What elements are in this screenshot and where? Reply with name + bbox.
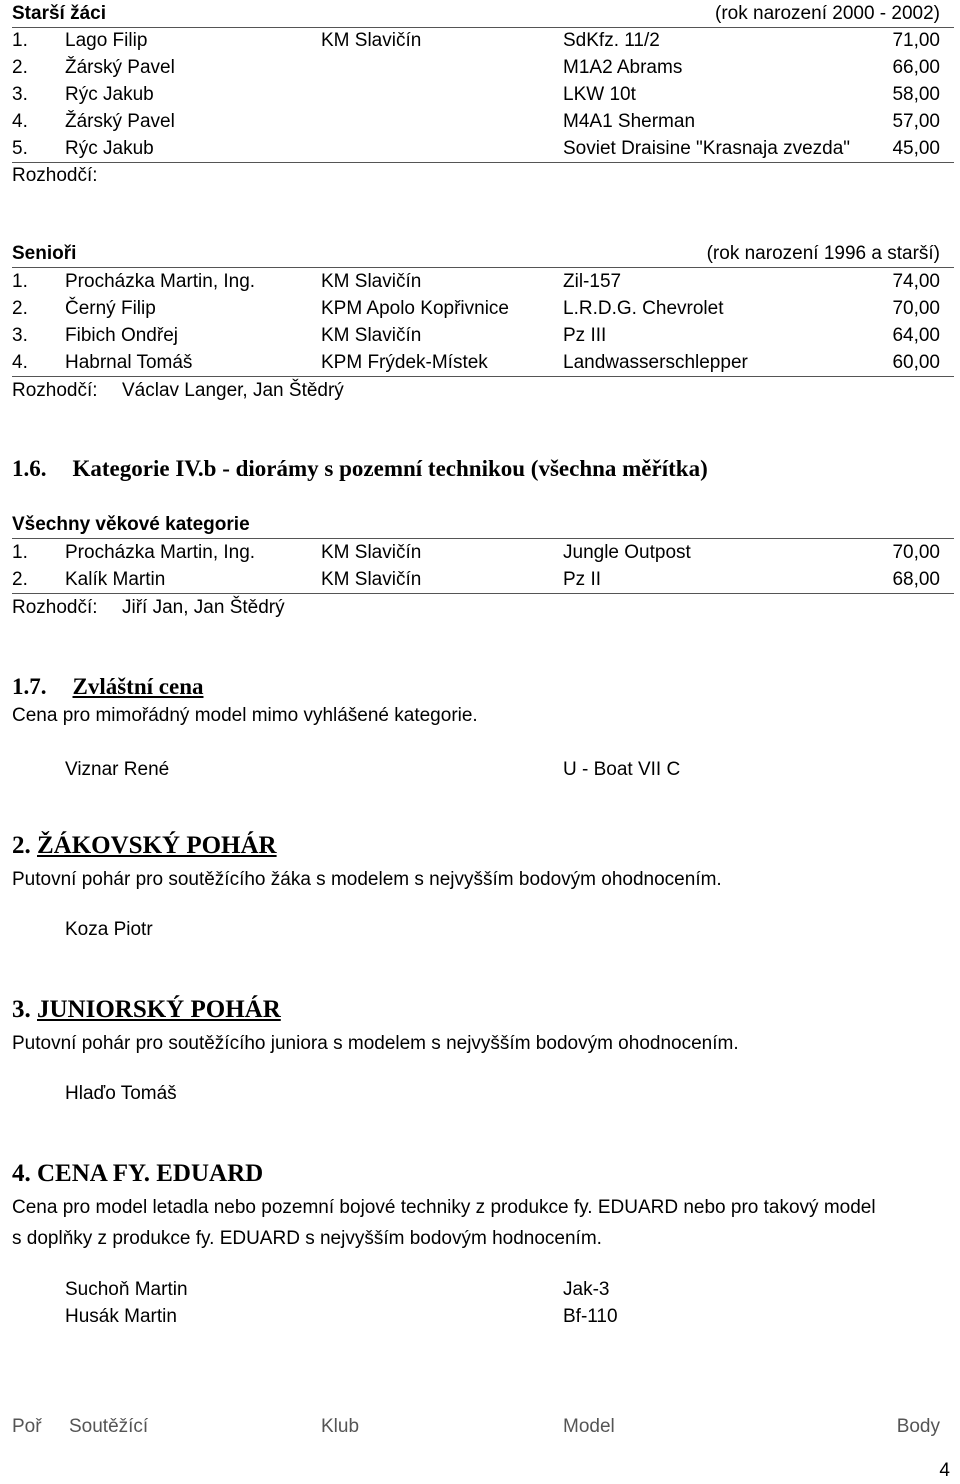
section-title: Kategorie IV.b - diorámy s pozemní technikou (všechna měřítka) <box>72 456 708 481</box>
winner-name: Viznar René <box>65 759 170 780</box>
judges-label: Rozhodčí: <box>12 380 98 401</box>
winner-row <box>12 916 954 943</box>
rank: 2. <box>12 298 28 319</box>
judges-label: Rozhodčí: <box>12 165 98 186</box>
age-note: (rok narození 2000 - 2002) <box>715 3 940 24</box>
table-row <box>12 268 954 295</box>
judges-names: Václav Langer, Jan Štědrý <box>122 380 344 401</box>
section-3-heading <box>12 994 281 1026</box>
model-name: Jungle Outpost <box>563 542 691 563</box>
category-subtitle: Všechny věkové kategorie <box>12 514 250 535</box>
column-header-points: Body <box>896 1416 940 1437</box>
page-number: 4 <box>939 1460 950 1481</box>
points: 45,00 <box>892 138 940 159</box>
table-row <box>12 539 954 566</box>
club-name: KM Slavičín <box>321 30 422 51</box>
section-number: 2. <box>12 832 31 859</box>
section-1-6-heading <box>12 454 708 484</box>
competitor-name: Procházka Martin, Ing. <box>65 542 256 563</box>
model-name: Landwasserschlepper <box>563 352 748 373</box>
section-number: 4. <box>12 1160 31 1187</box>
rank: 1. <box>12 542 28 563</box>
club-name: KPM Apolo Kopřivnice <box>321 298 509 319</box>
table-row <box>12 135 954 163</box>
rank: 3. <box>12 84 28 105</box>
section-2-heading <box>12 830 277 862</box>
section-number: 1.6. <box>12 456 47 481</box>
model-name: Soviet Draisine "Krasnaja zvezda" <box>563 138 851 159</box>
winner-row <box>12 1080 954 1107</box>
section-title: JUNIORSKÝ POHÁR <box>37 996 281 1023</box>
judges-row <box>12 594 954 621</box>
model-name: Bf-110 <box>563 1306 618 1327</box>
table-row <box>12 54 954 81</box>
table-row <box>12 81 954 108</box>
seniori-header <box>12 240 954 268</box>
model-name: SdKfz. 11/2 <box>563 30 660 51</box>
section-number: 1.7. <box>12 674 47 699</box>
model-name: Jak-3 <box>563 1279 610 1300</box>
winner-name: Suchoň Martin <box>65 1279 188 1300</box>
points: 66,00 <box>892 57 940 78</box>
section-title: Senioři <box>12 243 77 264</box>
section-title: Starší žáci <box>12 3 106 24</box>
table-row <box>12 322 954 349</box>
competitor-name: Černý Filip <box>65 298 156 319</box>
model-name: M1A2 Abrams <box>563 57 683 78</box>
competitor-name: Žárský Pavel <box>65 111 175 132</box>
model-name: L.R.D.G. Chevrolet <box>563 298 724 319</box>
competitor-name: Žárský Pavel <box>65 57 175 78</box>
rank: 2. <box>12 57 28 78</box>
competitor-name: Procházka Martin, Ing. <box>65 271 256 292</box>
table-row <box>12 566 954 594</box>
winner-name: Hlaďo Tomáš <box>65 1083 177 1104</box>
rank: 1. <box>12 30 28 51</box>
model-name: Zil-157 <box>563 271 622 292</box>
rank: 5. <box>12 138 28 159</box>
winner-row <box>12 1276 954 1303</box>
winner-name: Husák Martin <box>65 1306 177 1327</box>
competitor-name: Kalík Martin <box>65 569 166 590</box>
section-description: Cena pro mimořádný model mimo vyhlášené kategorie. <box>12 705 478 726</box>
competitor-name: Rýc Jakub <box>65 138 154 159</box>
winner-row <box>12 756 954 783</box>
club-name: KM Slavičín <box>321 569 422 590</box>
judges-row <box>12 162 954 189</box>
rank: 4. <box>12 352 28 373</box>
table-row <box>12 349 954 377</box>
table-row <box>12 27 954 54</box>
column-header-rank: Poř <box>12 1416 42 1437</box>
table-row <box>12 295 954 322</box>
column-header-model: Model <box>563 1416 615 1437</box>
points: 57,00 <box>892 111 940 132</box>
judges-row <box>12 377 954 404</box>
points: 68,00 <box>892 569 940 590</box>
section-title: CENA FY. EDUARD <box>37 1160 264 1187</box>
model-name: Pz II <box>563 569 602 590</box>
rank: 1. <box>12 271 28 292</box>
section-description-line-1: Cena pro model letadla nebo pozemní bojové techniky z produkce fy. EDUARD nebo pro takový model <box>12 1197 876 1218</box>
club-name: KPM Frýdek-Místek <box>321 352 488 373</box>
section-title: Zvláštní cena <box>72 674 204 699</box>
section-description: Putovní pohár pro soutěžícího žáka s modelem s nejvyšším bodovým ohodnocením. <box>12 869 722 890</box>
rank: 3. <box>12 325 28 346</box>
starsi-zaci-header <box>12 0 954 28</box>
club-name: KM Slavičín <box>321 271 422 292</box>
section-description-line-2: s doplňky z produkce fy. EDUARD s nejvyšším bodovým hodnocením. <box>12 1228 602 1249</box>
rank: 2. <box>12 569 28 590</box>
points: 58,00 <box>892 84 940 105</box>
competitor-name: Lago Filip <box>65 30 148 51</box>
points: 70,00 <box>892 542 940 563</box>
column-header-competitor: Soutěžící <box>69 1416 149 1437</box>
model-name: LKW 10t <box>563 84 636 105</box>
all-ages-header <box>12 511 954 539</box>
points: 71,00 <box>892 30 940 51</box>
club-name: KM Slavičín <box>321 542 422 563</box>
club-name: KM Slavičín <box>321 325 422 346</box>
competitor-name: Fibich Ondřej <box>65 325 178 346</box>
section-1-7-heading <box>12 672 203 702</box>
competitor-name: Habrnal Tomáš <box>65 352 193 373</box>
section-title: ŽÁKOVSKÝ POHÁR <box>37 832 277 859</box>
winner-name: Koza Piotr <box>65 919 153 940</box>
section-number: 3. <box>12 996 31 1023</box>
model-name: M4A1 Sherman <box>563 111 696 132</box>
competitor-name: Rýc Jakub <box>65 84 154 105</box>
rank: 4. <box>12 111 28 132</box>
age-note: (rok narození 1996 a starší) <box>706 243 940 264</box>
section-description: Putovní pohár pro soutěžícího juniora s modelem s nejvyšším bodovým ohodnocením. <box>12 1033 739 1054</box>
points: 74,00 <box>892 271 940 292</box>
section-4-heading <box>12 1158 263 1190</box>
column-header-club: Klub <box>321 1416 360 1437</box>
judges-names: Jiří Jan, Jan Štědrý <box>122 597 285 618</box>
model-name: U - Boat VII C <box>563 759 681 780</box>
table-row <box>12 108 954 135</box>
points: 60,00 <box>892 352 940 373</box>
points: 70,00 <box>892 298 940 319</box>
column-header-row <box>12 1413 954 1441</box>
judges-label: Rozhodčí: <box>12 597 98 618</box>
winner-row <box>12 1303 954 1330</box>
model-name: Pz III <box>563 325 607 346</box>
points: 64,00 <box>892 325 940 346</box>
